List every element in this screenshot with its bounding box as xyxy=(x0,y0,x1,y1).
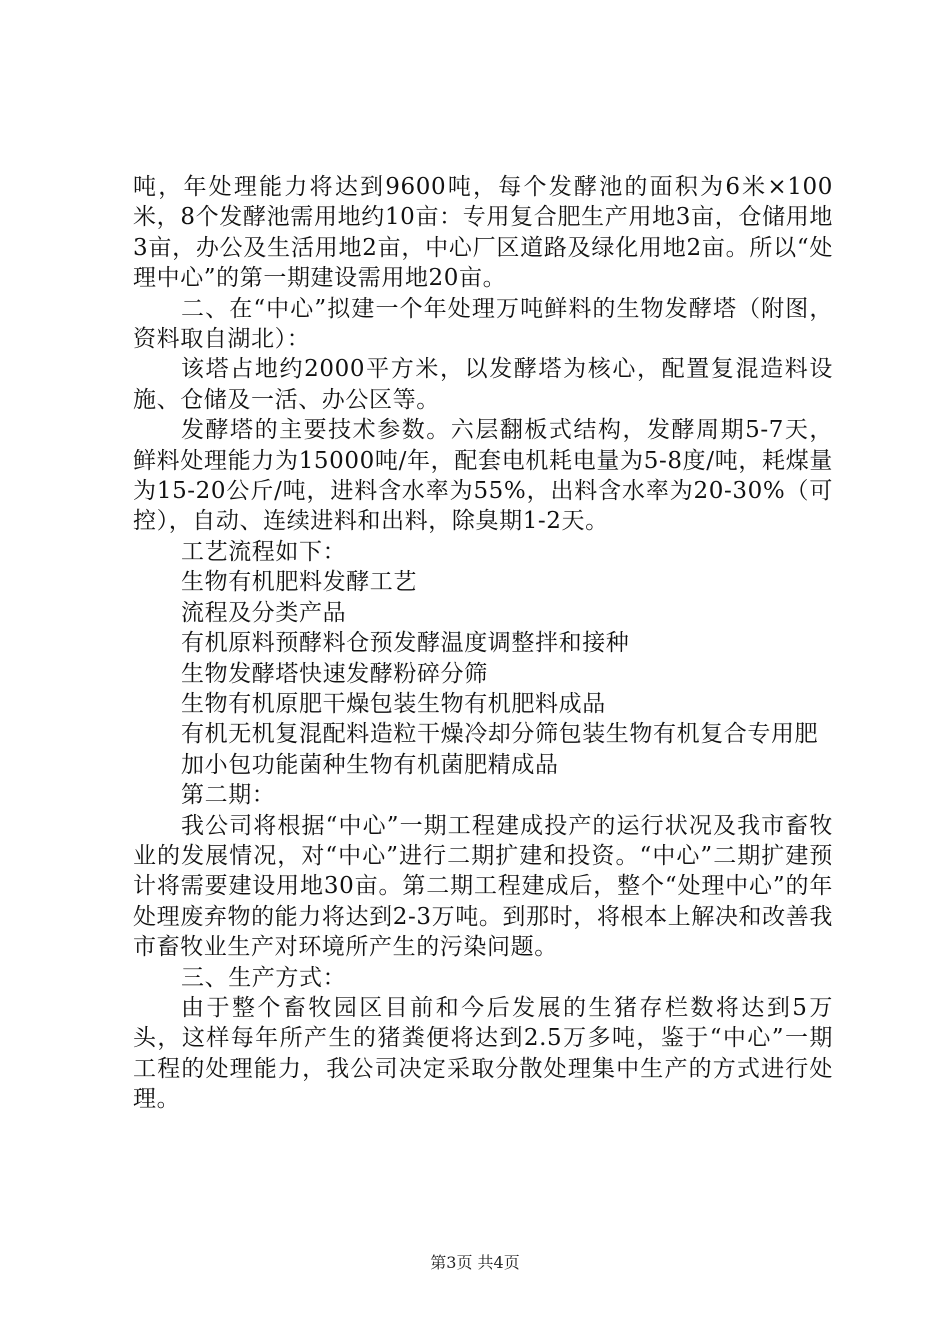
process-line-3: 有机原料预酵料仓预发酵温度调整拌和接种 xyxy=(181,630,630,657)
process-heading: 工艺流程如下： xyxy=(181,538,347,565)
paragraph-production-mode: 由于整个畜牧园区目前和今后发展的生猪存栏数将达到5万头，这样每年所产生的猪粪便将达到2.5万多吨，鉴于“中心”一期工程的处理能力，我公司决定采取分散处理集中生产的方式进行处理。 xyxy=(133,994,833,1113)
section-three-heading: 三、生产方式： xyxy=(181,964,347,991)
process-line-2: 流程及分类产品 xyxy=(181,599,347,626)
process-line-7: 加小包功能菌种生物有机菌肥精成品 xyxy=(181,751,559,778)
page-footer: 第3页 共4页 xyxy=(430,1253,520,1272)
process-line-6: 有机无机复混配料造粒干燥冷却分筛包装生物有机复合专用肥 xyxy=(181,721,819,748)
document-body xyxy=(133,172,833,1115)
paragraph-continuation: 吨，年处理能力将达到9600吨，每个发酵池的面积为6米×100米，8个发酵池需用地约10亩：专用复合肥生产用地3亩，仓储用地3亩，办公及生活用地2亩，中心厂区道路及绿化用地2亩。所以“处理中心”的第一期建设需用地20亩。 xyxy=(133,174,833,292)
phase-two-heading: 第二期： xyxy=(181,782,276,809)
section-two-heading: 二、在“中心”拟建一个年处理万吨鲜料的生物发酵塔（附图，资料取自湖北）： xyxy=(133,295,833,353)
process-line-1: 生物有机肥料发酵工艺 xyxy=(181,569,417,596)
paragraph-phase-two: 我公司将根据“中心”一期工程建成投产的运行状况及我市畜牧业的发展情况，对“中心”进行二期扩建和投资。“中心”二期扩建预计将需要建设用地30亩。第二期工程建成后，整个“处理中心”的年处理废弃物的能力将达到2-3万吨。到那时，将根本上解决和改善我市畜牧业生产对环境所产生的污染问题。 xyxy=(133,812,833,961)
paragraph-tech-params: 发酵塔的主要技术参数。六层翻板式结构，发酵周期5-7天，鲜料处理能力为15000吨/年，配套电机耗电量为5-8度/吨，耗煤量为15-20公斤/吨，进料含水率为55%，出料含水率为20-30%（可控），自动、连续进料和出料，除臭期1-2天。 xyxy=(133,417,833,535)
paragraph-tower-area: 该塔占地约2000平方米，以发酵塔为核心，配置复混造料设施、仓储及一活、办公区等。 xyxy=(133,356,833,413)
process-line-4: 生物发酵塔快速发酵粉碎分筛 xyxy=(181,660,488,687)
process-line-5: 生物有机原肥干燥包装生物有机肥料成品 xyxy=(181,690,606,717)
